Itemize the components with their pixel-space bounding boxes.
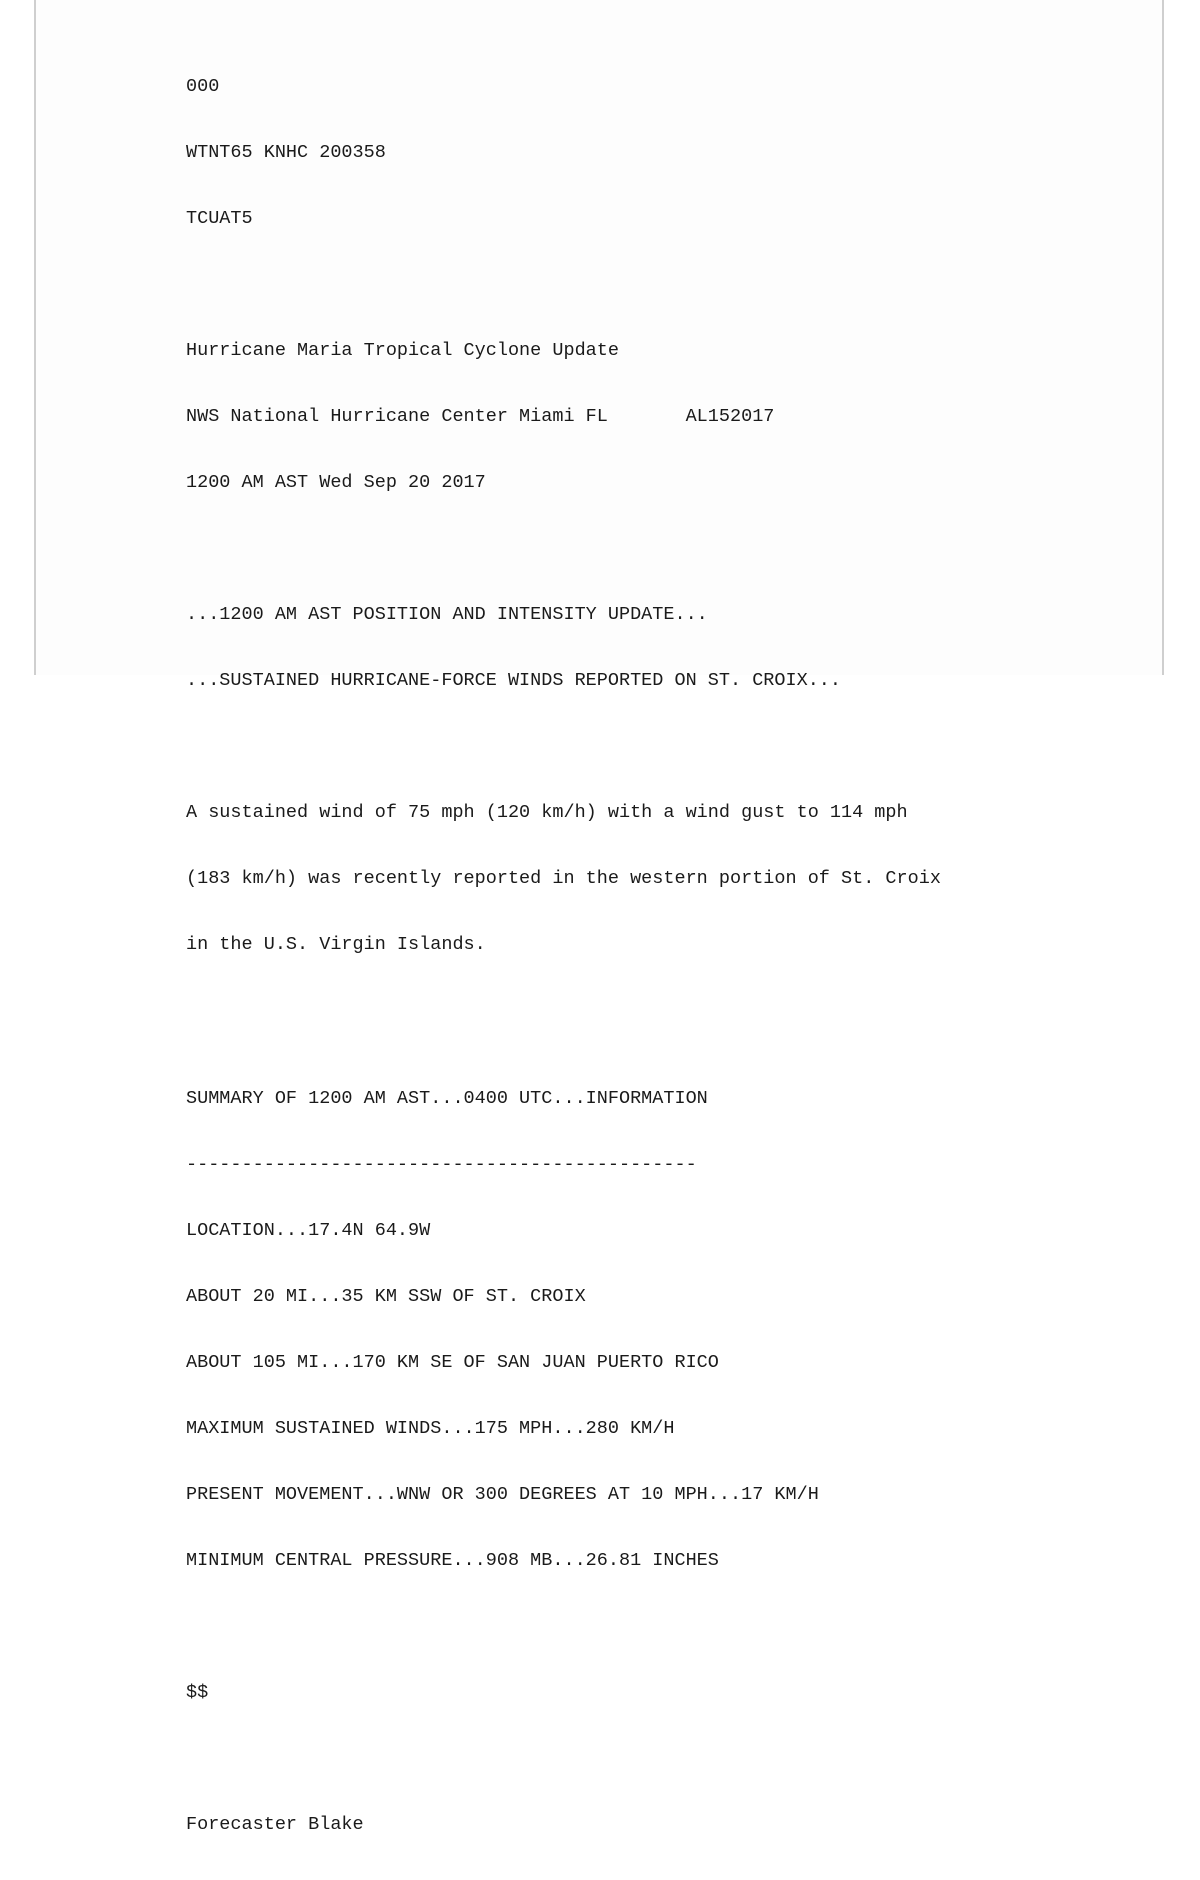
summary-heading: SUMMARY OF 1200 AM AST...0400 UTC...INFORMATION: [186, 1088, 708, 1109]
body-line-3: in the U.S. Virgin Islands.: [186, 934, 486, 955]
summary-location: LOCATION...17.4N 64.9W: [186, 1220, 431, 1241]
product-title: Hurricane Maria Tropical Cyclone Update: [186, 340, 619, 361]
product-code: 000: [186, 76, 220, 97]
advisory-text: [186, 32, 941, 1880]
headline-2: ...SUSTAINED HURRICANE-FORCE WINDS REPORTED ON ST. CROIX...: [186, 670, 842, 691]
blank-line: [186, 538, 941, 560]
wmo-header: WTNT65 KNHC 200358: [186, 142, 386, 163]
issue-time: 1200 AM AST Wed Sep 20 2017: [186, 472, 486, 493]
headline-1: ...1200 AM AST POSITION AND INTENSITY UPDATE...: [186, 604, 708, 625]
body-line-1: A sustained wind of 75 mph (120 km/h) with a wind gust to 114 mph: [186, 802, 908, 823]
blank-lines: [186, 1000, 941, 1044]
summary-distance-san-juan: ABOUT 105 MI...170 KM SE OF SAN JUAN PUERTO RICO: [186, 1352, 719, 1373]
blank-line: [186, 274, 941, 296]
summary-divider: ----------------------------------------------: [186, 1154, 697, 1175]
forecaster-signature: Forecaster Blake: [186, 1814, 364, 1835]
body-line-2: (183 km/h) was recently reported in the western portion of St. Croix: [186, 868, 941, 889]
document-page: [34, 0, 1164, 1835]
end-marker: $$: [186, 1682, 209, 1703]
blank-line: [186, 1748, 941, 1770]
summary-movement: PRESENT MOVEMENT...WNW OR 300 DEGREES AT 10 MPH...17 KM/H: [186, 1484, 819, 1505]
summary-distance-st-croix: ABOUT 20 MI...35 KM SSW OF ST. CROIX: [186, 1286, 586, 1307]
summary-max-winds: MAXIMUM SUSTAINED WINDS...175 MPH...280 KM/H: [186, 1418, 675, 1439]
awips-id: TCUAT5: [186, 208, 253, 229]
blank-line: [186, 736, 941, 758]
blank-line: [186, 1616, 941, 1638]
summary-pressure: MINIMUM CENTRAL PRESSURE...908 MB...26.81 INCHES: [186, 1550, 719, 1571]
issuing-office: NWS National Hurricane Center Miami FL AL152017: [186, 406, 775, 427]
